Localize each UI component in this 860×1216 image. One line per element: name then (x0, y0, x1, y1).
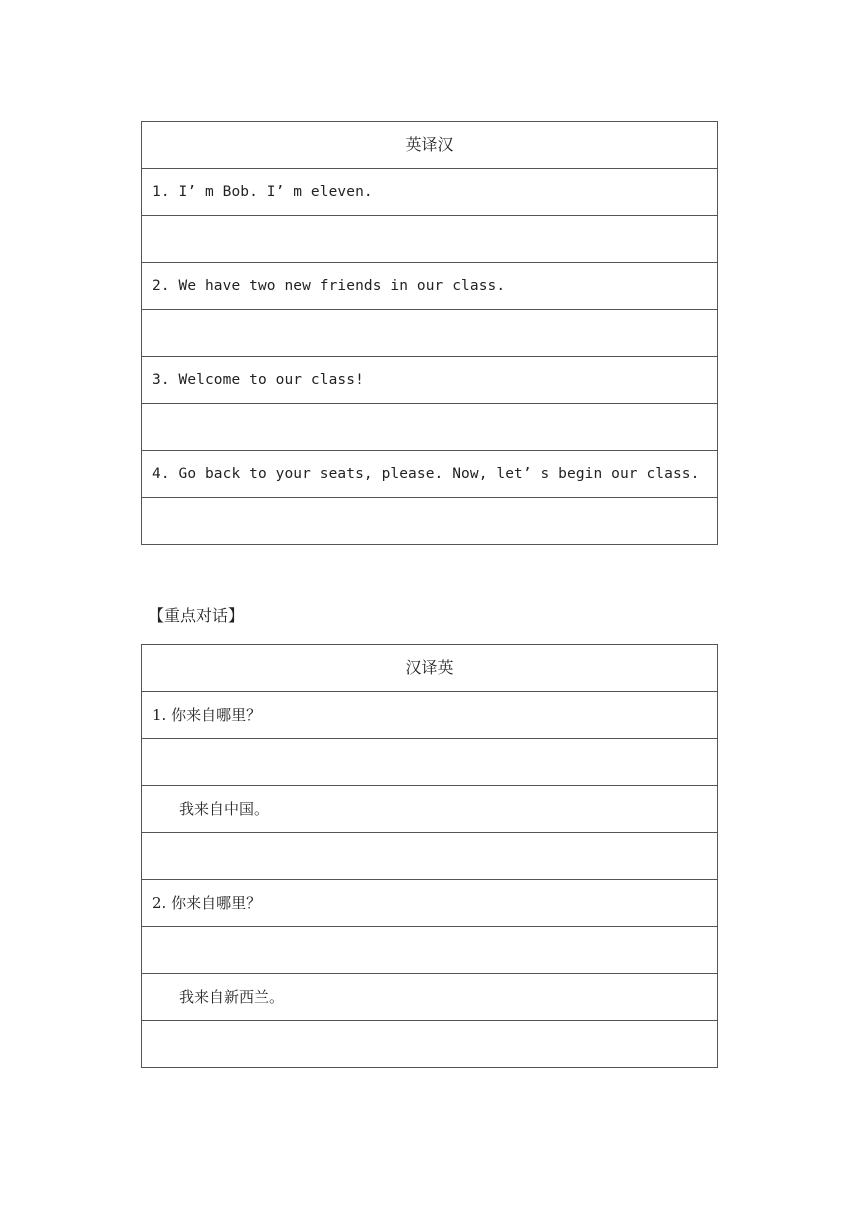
table-row (142, 974, 718, 1021)
answer-blank-1[interactable] (142, 216, 718, 263)
table-row (142, 880, 718, 927)
answer-blank-2[interactable] (142, 310, 718, 357)
table-row (142, 404, 718, 451)
table-row (142, 927, 718, 974)
table-row (142, 739, 718, 786)
table-header-row (142, 122, 718, 169)
chinese-to-english-table (141, 644, 718, 1068)
sentence-4: 我来自新西兰。 (142, 974, 718, 1021)
table-row (142, 451, 718, 498)
table-header-row (142, 645, 718, 692)
answer-blank-2[interactable] (142, 833, 718, 880)
answer-blank-3[interactable] (142, 404, 718, 451)
sentence-4: 4. Go back to your seats, please. Now, let’ s begin our class. (142, 451, 718, 498)
sentence-3: 3. Welcome to our class! (142, 357, 718, 404)
answer-blank-3[interactable] (142, 927, 718, 974)
table-row (142, 692, 718, 739)
table-row (142, 263, 718, 310)
answer-blank-1[interactable] (142, 739, 718, 786)
table-header: 汉译英 (142, 645, 718, 692)
english-to-chinese-table (141, 121, 718, 545)
sentence-1: 1. 你来自哪里？ (142, 692, 718, 739)
table-row (142, 310, 718, 357)
section-title: 【重点对话】 (148, 606, 245, 625)
table-row (142, 786, 718, 833)
answer-blank-4[interactable] (142, 1021, 718, 1068)
table-row (142, 216, 718, 263)
table-row (142, 833, 718, 880)
table-row (142, 1021, 718, 1068)
table-row (142, 169, 718, 216)
answer-blank-4[interactable] (142, 498, 718, 545)
table-header: 英译汉 (142, 122, 718, 169)
table-row (142, 357, 718, 404)
sentence-1: 1. I’ m Bob. I’ m eleven. (142, 169, 718, 216)
sentence-2: 2. We have two new friends in our class. (142, 263, 718, 310)
table-row (142, 498, 718, 545)
sentence-3: 2. 你来自哪里？ (142, 880, 718, 927)
sentence-2: 我来自中国。 (142, 786, 718, 833)
